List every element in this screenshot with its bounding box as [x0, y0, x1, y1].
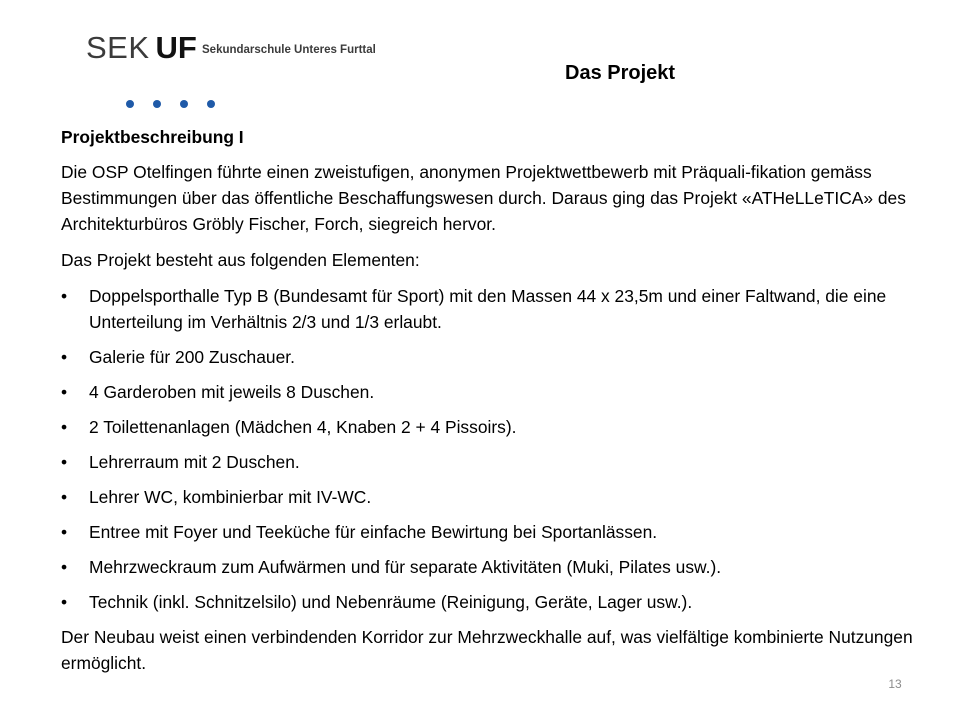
slide-title: Das Projekt	[565, 62, 676, 84]
list-item	[61, 344, 921, 370]
logo-dot	[126, 100, 134, 108]
list-item	[61, 484, 921, 510]
list-item	[61, 589, 921, 615]
bullet-icon: •	[61, 382, 68, 402]
bullet-icon: •	[61, 417, 68, 437]
list-item-text: Entree mit Foyer und Teeküche für einfache Bewirtung bei Sportanlässen.	[89, 522, 658, 542]
elements-intro: Das Projekt besteht aus folgenden Elementen:	[61, 250, 420, 270]
slide-content	[61, 124, 921, 686]
list-item	[61, 519, 921, 545]
list-item-text: 2 Toilettenanlagen (Mädchen 4, Knaben 2 + 4 Pissoirs).	[89, 417, 517, 437]
list-item-text: 4 Garderoben mit jeweils 8 Duschen.	[89, 382, 375, 402]
logo-dot	[207, 100, 215, 108]
list-item	[61, 414, 921, 440]
list-item-text: Lehrer WC, kombinierbar mit IV-WC.	[89, 487, 372, 507]
list-item	[61, 449, 921, 475]
bullet-icon: •	[61, 347, 68, 367]
logo-wordmark	[86, 30, 197, 66]
list-item	[61, 379, 921, 405]
logo-dot	[180, 100, 188, 108]
logo-subtitle: Sekundarschule Unteres Furttal	[202, 44, 376, 56]
closing-paragraph: Der Neubau weist einen verbindenden Korridor zur Mehrzweckhalle auf, was vielfältige kombinierte Nutzungen ermöglicht.	[61, 627, 913, 673]
logo-sek-text: SEK	[86, 30, 150, 65]
bullet-icon: •	[61, 592, 68, 612]
bullet-icon: •	[61, 522, 68, 542]
intro-paragraph: Die OSP Otelfingen führte einen zweistufigen, anonymen Projektwettbewerb mit Präquali-fikation gemäss Bestimmungen über das öffentliche Beschaffungswesen durch. Daraus ging das Projekt «ATHeLLeTICA» des Architekturbüros Gröbly Fischer, Forch, siegreich hervor.	[61, 162, 906, 234]
list-item-text: Doppelsporthalle Typ B (Bundesamt für Sport) mit den Massen 44 x 23,5m und einer Faltwand, die eine Unterteilung im Verhältnis 2/3 und 1/3 erlaubt.	[89, 286, 887, 332]
elements-list	[61, 283, 921, 615]
list-item	[61, 554, 921, 580]
logo-dots	[126, 100, 215, 108]
page-number: 13	[888, 677, 902, 691]
bullet-icon: •	[61, 487, 68, 507]
list-item	[61, 283, 921, 335]
list-item-text: Galerie für 200 Zuschauer.	[89, 347, 295, 367]
list-item-text: Technik (inkl. Schnitzelsilo) und Nebenräume (Reinigung, Geräte, Lager usw.).	[89, 592, 693, 612]
logo-dot	[153, 100, 161, 108]
bullet-icon: •	[61, 286, 68, 306]
bullet-icon: •	[61, 452, 68, 472]
bullet-icon: •	[61, 557, 68, 577]
section-heading: Projektbeschreibung I	[61, 127, 244, 147]
list-item-text: Lehrerraum mit 2 Duschen.	[89, 452, 300, 472]
list-item-text: Mehrzweckraum zum Aufwärmen und für separate Aktivitäten (Muki, Pilates usw.).	[89, 557, 722, 577]
logo-uf-text: UF	[155, 30, 197, 65]
